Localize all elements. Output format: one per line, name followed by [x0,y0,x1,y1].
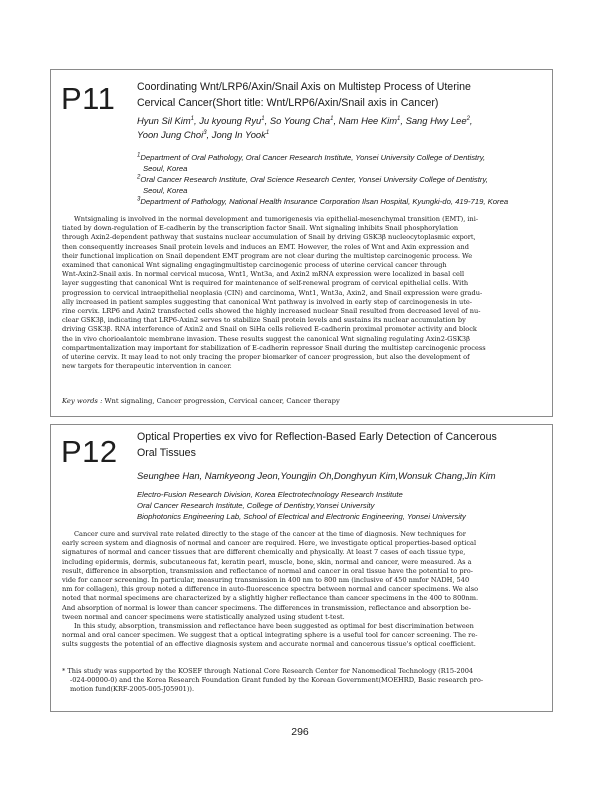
author-sup: 1 [397,115,401,122]
abstract-line: vide for cancer screening. In particular, measuring transmission in 400 nm to 800 nm (inclusive of 450 nmfor NADH, 540 [62,576,470,585]
abstract-title [137,429,542,461]
affiliation-text: Oral Cancer Research Institute, Oral Science Research Center, Yonsei University College of Dentistry, [140,175,488,185]
affiliation-sup: 1 [137,152,141,159]
affiliation-line [137,185,547,196]
abstract-line: tween normal and cancer specimens were statistically analyzed using student t-test. [62,612,345,621]
abstract-line: normal and oral cancer specimen. We suggest that a optical integrating sphere is a useful tool for cancer screening. The re- [62,631,478,640]
abstract-line: through Axin2-dependent pathway that sustains nuclear accumulation of Snail by driving GSK3β nucleocytoplasmic export, [62,233,476,242]
keywords-line [62,397,340,405]
affiliation-line: Oral Cancer Research Institute, College of Dentistry,Yonsei University [137,501,375,511]
affiliation-text: Seoul, Korea [143,186,188,196]
abstract-code: P11 [61,81,116,116]
title-line: Coordinating Wnt/LRP6/Axin/Snail Axis on Multistep Process of Uterine [137,81,471,93]
abstract-line: Wnt-Axin2-Snail axis. In normal cervical mucosa, Wnt1, Wnt3a, and Axin2 mRNA expression were localized in basal cell [62,270,465,279]
abstract-line: their functional implication on Snail dependent EMT program are not clear during the multistep carcinogenic process. We [62,251,473,260]
abstract-line: of uterine cervix. It may lead to not only tracing the proper biomarker of cancer progression, but also the development of [62,353,470,362]
author-name: Sang Hwy Lee [405,115,467,126]
abstract-line: the in vivo chorioalantoic membrane invasion. These results suggest the canonical Wnt signaling regulating Axin2-GSK3β [62,334,470,343]
abstract-line: nm for collagen), this group noted a difference in auto-fluorescence spectra between normal and cancer specimens. We also [62,585,479,594]
author-line [137,114,542,128]
author-name: Jong In Yook [211,129,266,140]
affiliation-text: Department of Pathology, National Health Insurance Corporation Ilsan Hospital, Kyungki-do, 419-719, Korea [140,197,509,207]
abstract-line: signatures of normal and cancer tissues that are different chemically and physically. At least 7 cases of each tissue type, [62,548,466,557]
abstract-line: In this study, absorption, transmission and reflectance have been suggested as optimal for best discrimination between [74,622,474,631]
affiliation-text: Seoul, Korea [143,164,188,174]
author-sup: 1 [190,115,195,122]
abstract-line: examined that canonical Wnt signaling engagingmultistep carcinogenic process of uterine cervical cancer through [62,261,447,270]
affiliation-line: Electro-Fusion Research Division, Korea Electrotechnology Research Institute [137,490,403,499]
affiliation-list [137,489,547,522]
abstract-line: layer suggesting that canonical Wnt is required for maintenance of self-renewal program of cervical epithelial cells. With [62,279,469,288]
author-name: Ju kyoung Ryu [199,115,262,126]
author-name: Yoon Jung Choi [137,129,204,140]
author-sup: 3 [203,129,207,136]
abstract-line: rine cervix. LRP6 and Axin2 transfected cells showed the highly increased nuclear Snail resulted from decreased level of nu- [62,307,481,316]
title-line: Optical Properties ex vivo for Reflection-Based Early Detection of Cancerous [137,431,497,443]
author-sup: 2 [466,115,470,122]
author-sep: , [469,115,473,126]
author-list [137,114,542,142]
author-sup: 1 [330,115,334,122]
page-number: 296 [291,726,309,738]
affiliation-line: Biophotonics Engineering Lab, School of Electrical and Electronic Engineering, Yonsei University [137,512,466,522]
author-line: Seunghee Han, Namkyeong Jeon,Youngjin Oh,Donghyun Kim,Wonsuk Chang,Jin Kim [137,470,496,481]
abstract-title [137,79,542,111]
abstract-line: Cancer cure and survival rate related directly to the stage of the cancer at the time of diagnosis. New techniques for [74,530,466,538]
abstract-line: And absorption of normal is lower than cancer specimens. The differences in transmission, reflectance and absorption be- [62,603,471,612]
author-sep: , [206,129,212,140]
author-name: Hyun Sil Kim [137,115,191,126]
affiliation-sup: 3 [137,196,141,203]
author-sep: , [333,115,339,126]
footnote-line: motion fund(KRF-2005-005-J05901)). [70,685,195,694]
affiliation-sup: 2 [137,174,141,181]
title-line: Cervical Cancer(Short title: Wnt/LRP6/Axin/Snail axis in Cancer) [137,97,439,109]
abstract-line: clear GSK3β, indicating that LRP6-Axin2 serves to stabilize Snail protein levels and sustains its nuclear accumulation by [62,316,466,325]
abstract-line: result, difference in absorption, transmission and reflectance of normal and cancer in oral tissue have the potential to pro- [62,566,473,575]
keywords-text: Wnt signaling, Cancer progression, Cervical cancer, Cancer therapy [104,397,340,405]
keywords-label: Key words : [62,397,103,405]
author-sup: 1 [265,129,270,136]
author-sep: , [400,115,406,126]
abstract-line: tiated by down-regulation of E-cadherin by the transcription factor Snail. Wnt signaling inhibits Snail phosphorylation [62,224,459,233]
author-sep: , [264,115,270,126]
abstract-box-p11 [50,69,553,417]
abstract-line: then consequently increases Snail protein levels and induces an EMT. However, the roles of Wnt and Axin expression and [62,242,469,251]
author-list [137,469,542,483]
abstract-line: compartmentalization may important for stabilization of E-cadherin repressor Snail during the multistep carcinogenic process [62,343,486,352]
abstract-line: early screen system and diagnosis of normal and cancer are required. Here, we investigate optical properties-based optical [62,539,477,548]
affiliation-line [137,196,547,207]
author-name: Nam Hee Kim [338,115,398,126]
title-line: Oral Tissues [137,447,196,459]
abstract-line: Wntsignaling is involved in the normal development and tumorigenesis via epithelial-mesenchymal transition (EMT), ini- [74,215,479,223]
funding-footnote [62,667,544,695]
footnote-line: * This study was supported by the KOSEF through National Core Research Center for Nanomedical Technology (R15-2004 [62,667,474,675]
author-sup: 1 [261,115,265,122]
abstract-line: new targets for therapeutic intervention in cancer. [62,362,232,371]
affiliation-text: Department of Oral Pathology, Oral Cancer Research Institute, Yonsei University College of Dentistry, [140,153,486,162]
author-name: So Young Cha [269,115,331,126]
abstract-code: P12 [61,434,118,469]
abstract-body [62,530,544,650]
footnote-line: -024-00000-0) and the Korea Research Foundation Grant funded by the Korean Government(MOEHRD, Basic research pro- [70,676,484,685]
affiliation-line [137,163,547,174]
author-line [137,128,542,142]
affiliation-line [137,174,547,185]
abstract-line: noted that normal specimens are characterized by a slightly higher reflectance than cancer specimens in the 400 to 800nm. [62,594,479,603]
abstract-line: progression to cervical intraepithelial neoplasia (CIN) and carcinoma, Wnt1, Wnt3a, Axin2, and Snail expression were gradu- [62,288,483,297]
abstract-body [62,215,544,371]
affiliation-line [137,152,547,163]
affiliation-list [137,152,547,207]
abstract-line: sults suggests the potential of an effective diagnosis system and accurate normal and cancerous tissue's optical coefficient. [62,640,476,649]
abstract-line: ally increased in patient samples suggesting that canonical Wnt pathway is involved in early step of carcinogenesis in ute- [62,297,472,306]
abstract-line: driving GSK3β. RNA interference of Axin2 and Snail on SiHa cells relieved E-cadherin proximal promoter activity and block [62,325,477,334]
abstract-line: including epidermis, dermis, subcutaneous fat, keratin pearl, muscle, bone, skin, normal and cancer, were measured. As a [62,557,472,566]
author-sep: , [194,115,200,126]
abstract-box-p12 [50,424,553,712]
